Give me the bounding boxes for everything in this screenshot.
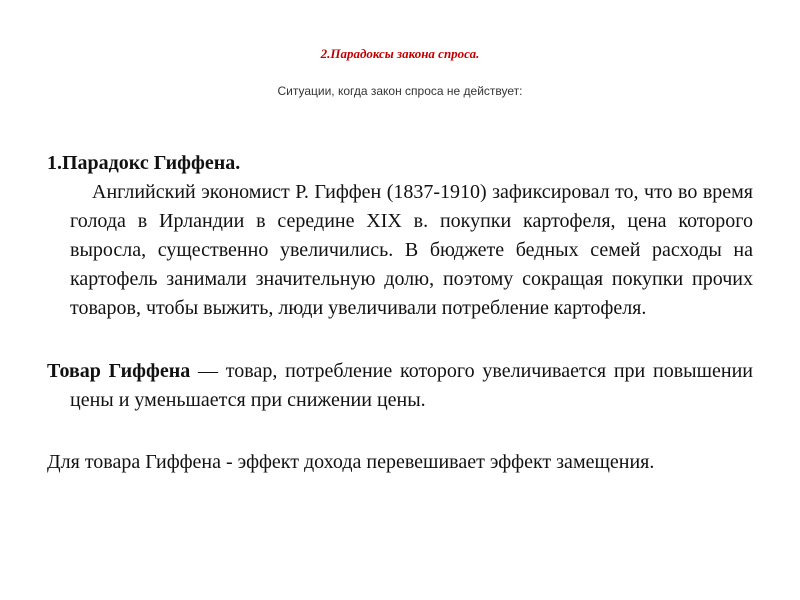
giffen-paragraph: Английский экономист Р. Гиффен (1837-1910) зафиксировал то, что во время голода в Ирландии в середине XIX в. покупки картофеля, цена которого выросла, существенно увеличились. В бюджете бедных семей расходы на картофель занимали значительную долю, поэтому сокращая покупки прочих товаров, чтобы выжить, люди увеличивали потребление картофеля. — [70, 181, 753, 319]
definition-text: — товар, потребление которого увеличивается при повышении цены и уменьшается при снижении цены. — [70, 360, 753, 411]
definition-term: Товар Гиффена — [47, 360, 191, 382]
slide-subtitle: Ситуации, когда закон спроса не действует: — [277, 84, 523, 98]
slide-content — [47, 149, 753, 477]
income-effect-note: Для товара Гиффена - эффект дохода перевешивает эффект замещения. — [47, 451, 655, 473]
slide-title: 2.Парадоксы закона спроса. — [320, 46, 480, 61]
section-heading: 1.Парадокс Гиффена. — [47, 152, 241, 174]
giffen-definition — [47, 357, 753, 415]
